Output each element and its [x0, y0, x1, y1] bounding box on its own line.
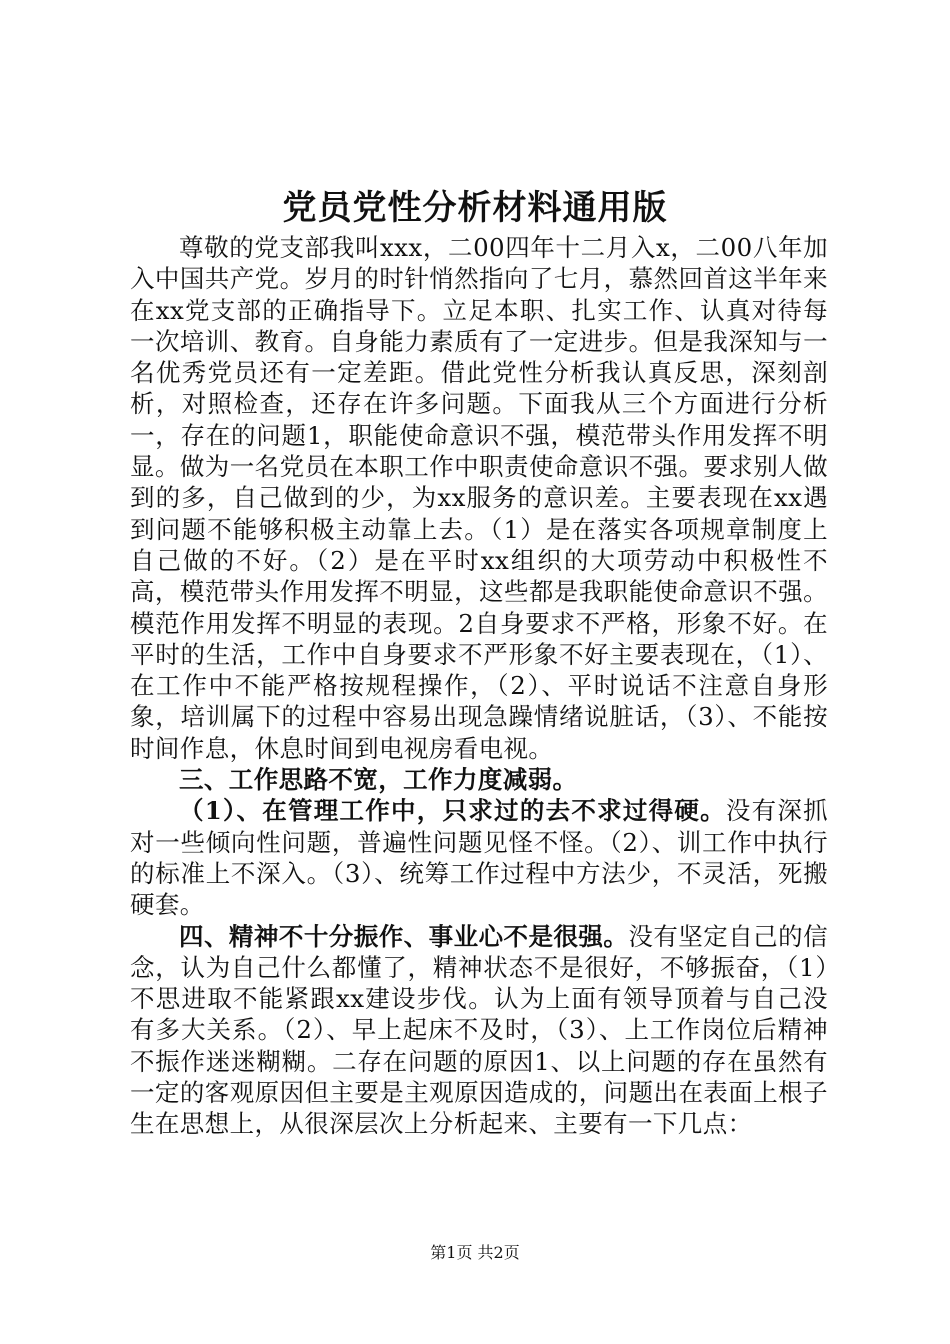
paragraph-4-text: 没有坚定自己的信念，认为自己什么都懂了，精神状态不是很好，不够振奋，（1）不思进取不能紧跟xx建设步伐。认为上面有领导顶着与自己没有多大关系。（2）、早上起床不及时，（3）、上工作岗位后精神不振作迷迷糊糊。二存在问题的原因1、以上问题的存在虽然有一定的客观原因但主要是主观原因造成的，问题出在表面上根子生在思想上，从很深层次上分析起来、主要有一下几点： — [130, 921, 829, 1139]
document-body — [130, 232, 828, 1140]
section-heading-3: 三、工作思路不宽，工作力度减弱。 — [179, 765, 578, 795]
paragraph-3-text: 没有深抓对一些倾向性问题，普遍性问题见怪不怪。（2）、训工作中执行的标准上不深入。（3）、统筹工作过程中方法少，不灵活，死搬硬套。 — [130, 796, 828, 920]
document-title: 党员党性分析材料通用版 — [282, 188, 668, 228]
paragraph-2 — [130, 764, 828, 795]
paragraph-3-lead: （1）、在管理工作中，只求过的去不求过得硬。 — [179, 796, 726, 826]
section-heading-4: 四、精神不十分振作、事业心不是很强。 — [179, 921, 629, 951]
paragraph-3 — [130, 795, 828, 920]
paragraph-1-text: 尊敬的党支部我叫xxx，二00四年十二月入x，二00八年加入中国共产党。岁月的时针悄然指向了七月，慕然回首这半年来在xx党支部的正确指导下。立足本职、扎实工作、认真对待每一次培训、教育。自身能力素质有了一定进步。但是我深知与一名优秀党员还有一定差距。借此党性分析我认真反思，深刻剖析，对照检查，还存在许多问题。下面我从三个方面进行分析一，存在的问题1，职能使命意识不强，模范带头作用发挥不明显。做为一名党员在本职工作中职责使命意识不强。要求别人做到的多，自己做到的少，为xx服务的意识差。主要表现在xx遇到问题不能够积极主动靠上去。（1）是在落实各项规章制度上自己做的不好。（2）是在平时xx组织的大项劳动中积极性不高，模范带头作用发挥不明显，这些都是我职能使命意识不强。模范作用发挥不明显的表现。2自身要求不严格，形象不好。在平时的生活，工作中自身要求不严形象不好主要表现在，（1）、在工作中不能严格按规程操作，（2）、平时说话不注意自身形象，培训属下的过程中容易出现急躁情绪说脏话，（3）、不能按时间作息，休息时间到电视房看电视。 — [130, 233, 828, 763]
paragraph-4 — [130, 921, 828, 1140]
page-footer: 第1页 共2页 — [430, 1243, 520, 1262]
paragraph-1 — [130, 232, 828, 764]
